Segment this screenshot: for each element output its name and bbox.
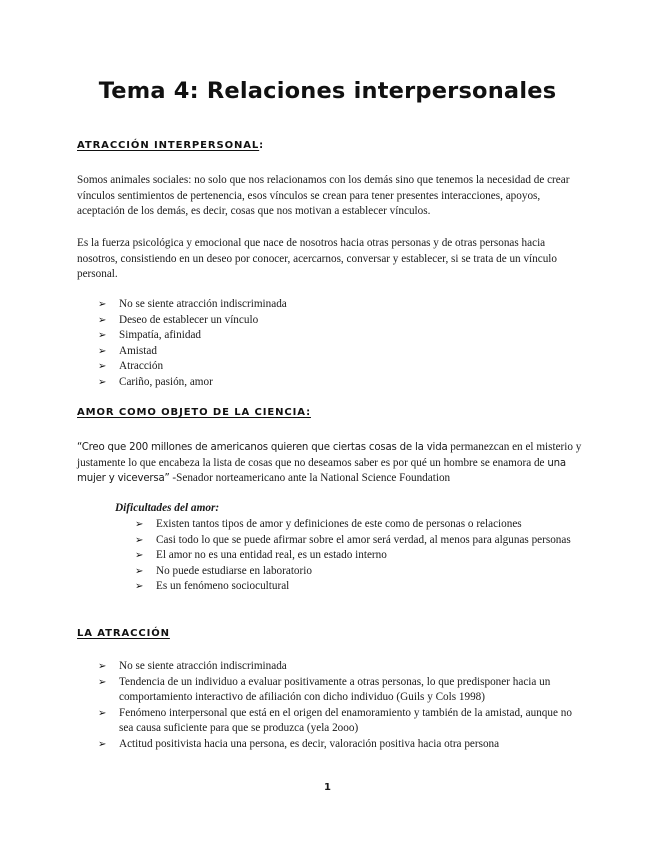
- list-item: [98, 344, 578, 360]
- section-heading-atraccion-interpersonal: [77, 140, 264, 151]
- list-item: [135, 533, 575, 549]
- paragraph-animales-sociales: Somos animales sociales: no solo que nos relacionamos con los demás sino que tenemos la necesidad de crear vínculos sentimientos de pertenencia, esos vínculos se crean para tener presentes interacciones, apoyos, aceptación de los demás, es decir, cosas que nos motivan a establecer vínculos.: [77, 174, 570, 217]
- list-item: [98, 706, 583, 737]
- arrow-bullet-icon: ➢: [98, 299, 107, 310]
- list-item: [98, 328, 578, 344]
- list-item: [135, 517, 575, 533]
- quote-middle: permanezcan en el misterio y justamente lo que encabeza la lista de cosas que no deseamos saber es por qué un hombre se enamora de: [77, 441, 582, 469]
- arrow-bullet-icon: ➢: [98, 376, 107, 388]
- list-item-text: Amistad: [119, 344, 157, 357]
- quote-attribution: -Senador norteamericano ante la National Science Foundation: [169, 472, 451, 484]
- list-item: [98, 737, 583, 753]
- list-item-text: Casi todo lo que se puede afirmar sobre el amor será verdad, al menos para algunas personas: [156, 533, 571, 546]
- list-item-text: No puede estudiarse en laboratorio: [156, 564, 312, 577]
- list-item: [98, 675, 583, 706]
- bullet-list-la-atraccion: [98, 659, 583, 752]
- list-item: [135, 564, 575, 580]
- bullet-list-dificultades: [135, 517, 575, 595]
- arrow-bullet-icon: ➢: [98, 707, 107, 719]
- arrow-bullet-icon: ➢: [135, 519, 144, 530]
- arrow-bullet-icon: ➢: [98, 314, 107, 326]
- arrow-bullet-icon: ➢: [98, 330, 107, 341]
- arrow-bullet-icon: ➢: [135, 550, 144, 561]
- list-item-text: Existen tantos tipos de amor y definiciones de este como de personas o relaciones: [156, 518, 522, 530]
- list-item-text: Cariño, pasión, amor: [119, 375, 213, 388]
- list-item-text: Deseo de establecer un vínculo: [119, 313, 259, 326]
- list-item-text: Actitud positivista hacia una persona, es decir, valoración positiva hacia otra persona: [119, 737, 500, 750]
- list-item-text: Simpatía, afinidad: [119, 329, 202, 341]
- list-item-text: El amor no es una entidad real, es un estado interno: [156, 549, 387, 561]
- arrow-bullet-icon: ➢: [98, 676, 107, 688]
- arrow-bullet-icon: ➢: [98, 361, 107, 372]
- page-number: 1: [324, 782, 331, 793]
- list-item-text: Fenómeno interpersonal que está en el origen del enamoramiento y también de la amistad, aunque no sea causa suficiente para que se produzca (yela 2ooo): [119, 706, 572, 734]
- quote-paragraph: [77, 440, 582, 487]
- heading-text: ATRACCIÓN INTERPERSONAL: [77, 140, 260, 151]
- paragraph-fuerza-psicologica: Es la fuerza psicológica y emocional que nace de nosotros hacia otras personas y de otras personas hacia nosotros, consistiendo en un deseo por conocer, acercarnos, conversar y establecer, si se trata de un vínculo personal.: [77, 237, 557, 280]
- heading-colon: :: [259, 140, 265, 151]
- list-item-text: No se siente atracción indiscriminada: [119, 660, 287, 672]
- list-item: [98, 313, 578, 329]
- list-item: [135, 548, 575, 564]
- subheading-dificultades: Dificultades del amor:: [115, 502, 220, 514]
- list-item-text: Es un fenómeno sociocultural: [156, 580, 290, 592]
- list-item: [98, 297, 578, 313]
- section-heading-la-atraccion: LA ATRACCIÓN: [77, 628, 170, 639]
- quote-tail: una mujer y viceversa”: [77, 457, 566, 484]
- list-item: [98, 659, 583, 675]
- page-title: Tema 4: Relaciones interpersonales: [98, 78, 557, 104]
- arrow-bullet-icon: ➢: [98, 345, 107, 357]
- bullet-list-atraccion: [98, 297, 578, 390]
- list-item: [135, 579, 575, 595]
- list-item-text: Atracción: [119, 360, 164, 372]
- list-item-text: Tendencia de un individuo a evaluar positivamente a otras personas, lo que predisponer hacia un comportamiento interactivo de afiliación con dicho individuo (Guils y Cols 1998): [119, 675, 551, 703]
- arrow-bullet-icon: ➢: [135, 534, 144, 546]
- section-heading-amor-ciencia: AMOR COMO OBJETO DE LA CIENCIA:: [77, 407, 311, 418]
- list-item: [98, 359, 578, 375]
- list-item: [98, 375, 578, 391]
- arrow-bullet-icon: ➢: [98, 738, 107, 750]
- arrow-bullet-icon: ➢: [98, 661, 107, 672]
- list-item-text: No se siente atracción indiscriminada: [119, 298, 287, 310]
- quote-lead: “Creo que 200 millones de americanos quieren que ciertas cosas de la vida: [77, 442, 448, 453]
- arrow-bullet-icon: ➢: [135, 581, 144, 592]
- arrow-bullet-icon: ➢: [135, 565, 144, 577]
